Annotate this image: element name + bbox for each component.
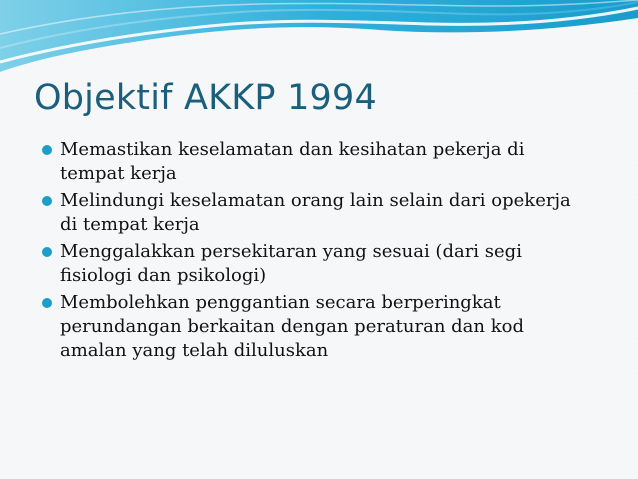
bullet-text: Memastikan keselamatan dan kesihatan pekerja di tempat kerja bbox=[60, 139, 525, 184]
bullet-text: Membolehkan penggantian secara berperingkat perundangan berkaitan dengan peraturan dan kod amalan yang telah diluluskan bbox=[60, 292, 524, 361]
bullet-dot-icon bbox=[42, 196, 52, 206]
bullet-text: Melindungi keselamatan orang lain selain dari opekerja di tempat kerja bbox=[60, 190, 571, 235]
bullet-dot-icon bbox=[42, 247, 52, 257]
bullet-dot-icon bbox=[42, 145, 52, 155]
bullet-list bbox=[40, 138, 580, 366]
bullet-item bbox=[40, 291, 580, 363]
slide-title: Objektif AKKP 1994 bbox=[34, 78, 377, 118]
bullet-item bbox=[40, 189, 580, 237]
wave-header-decoration bbox=[0, 0, 638, 80]
bullet-text: Menggalakkan persekitaran yang sesuai (dari segi fisiologi dan psikologi) bbox=[60, 241, 522, 286]
bullet-item bbox=[40, 138, 580, 186]
bullet-item bbox=[40, 240, 580, 288]
bullet-dot-icon bbox=[42, 298, 52, 308]
